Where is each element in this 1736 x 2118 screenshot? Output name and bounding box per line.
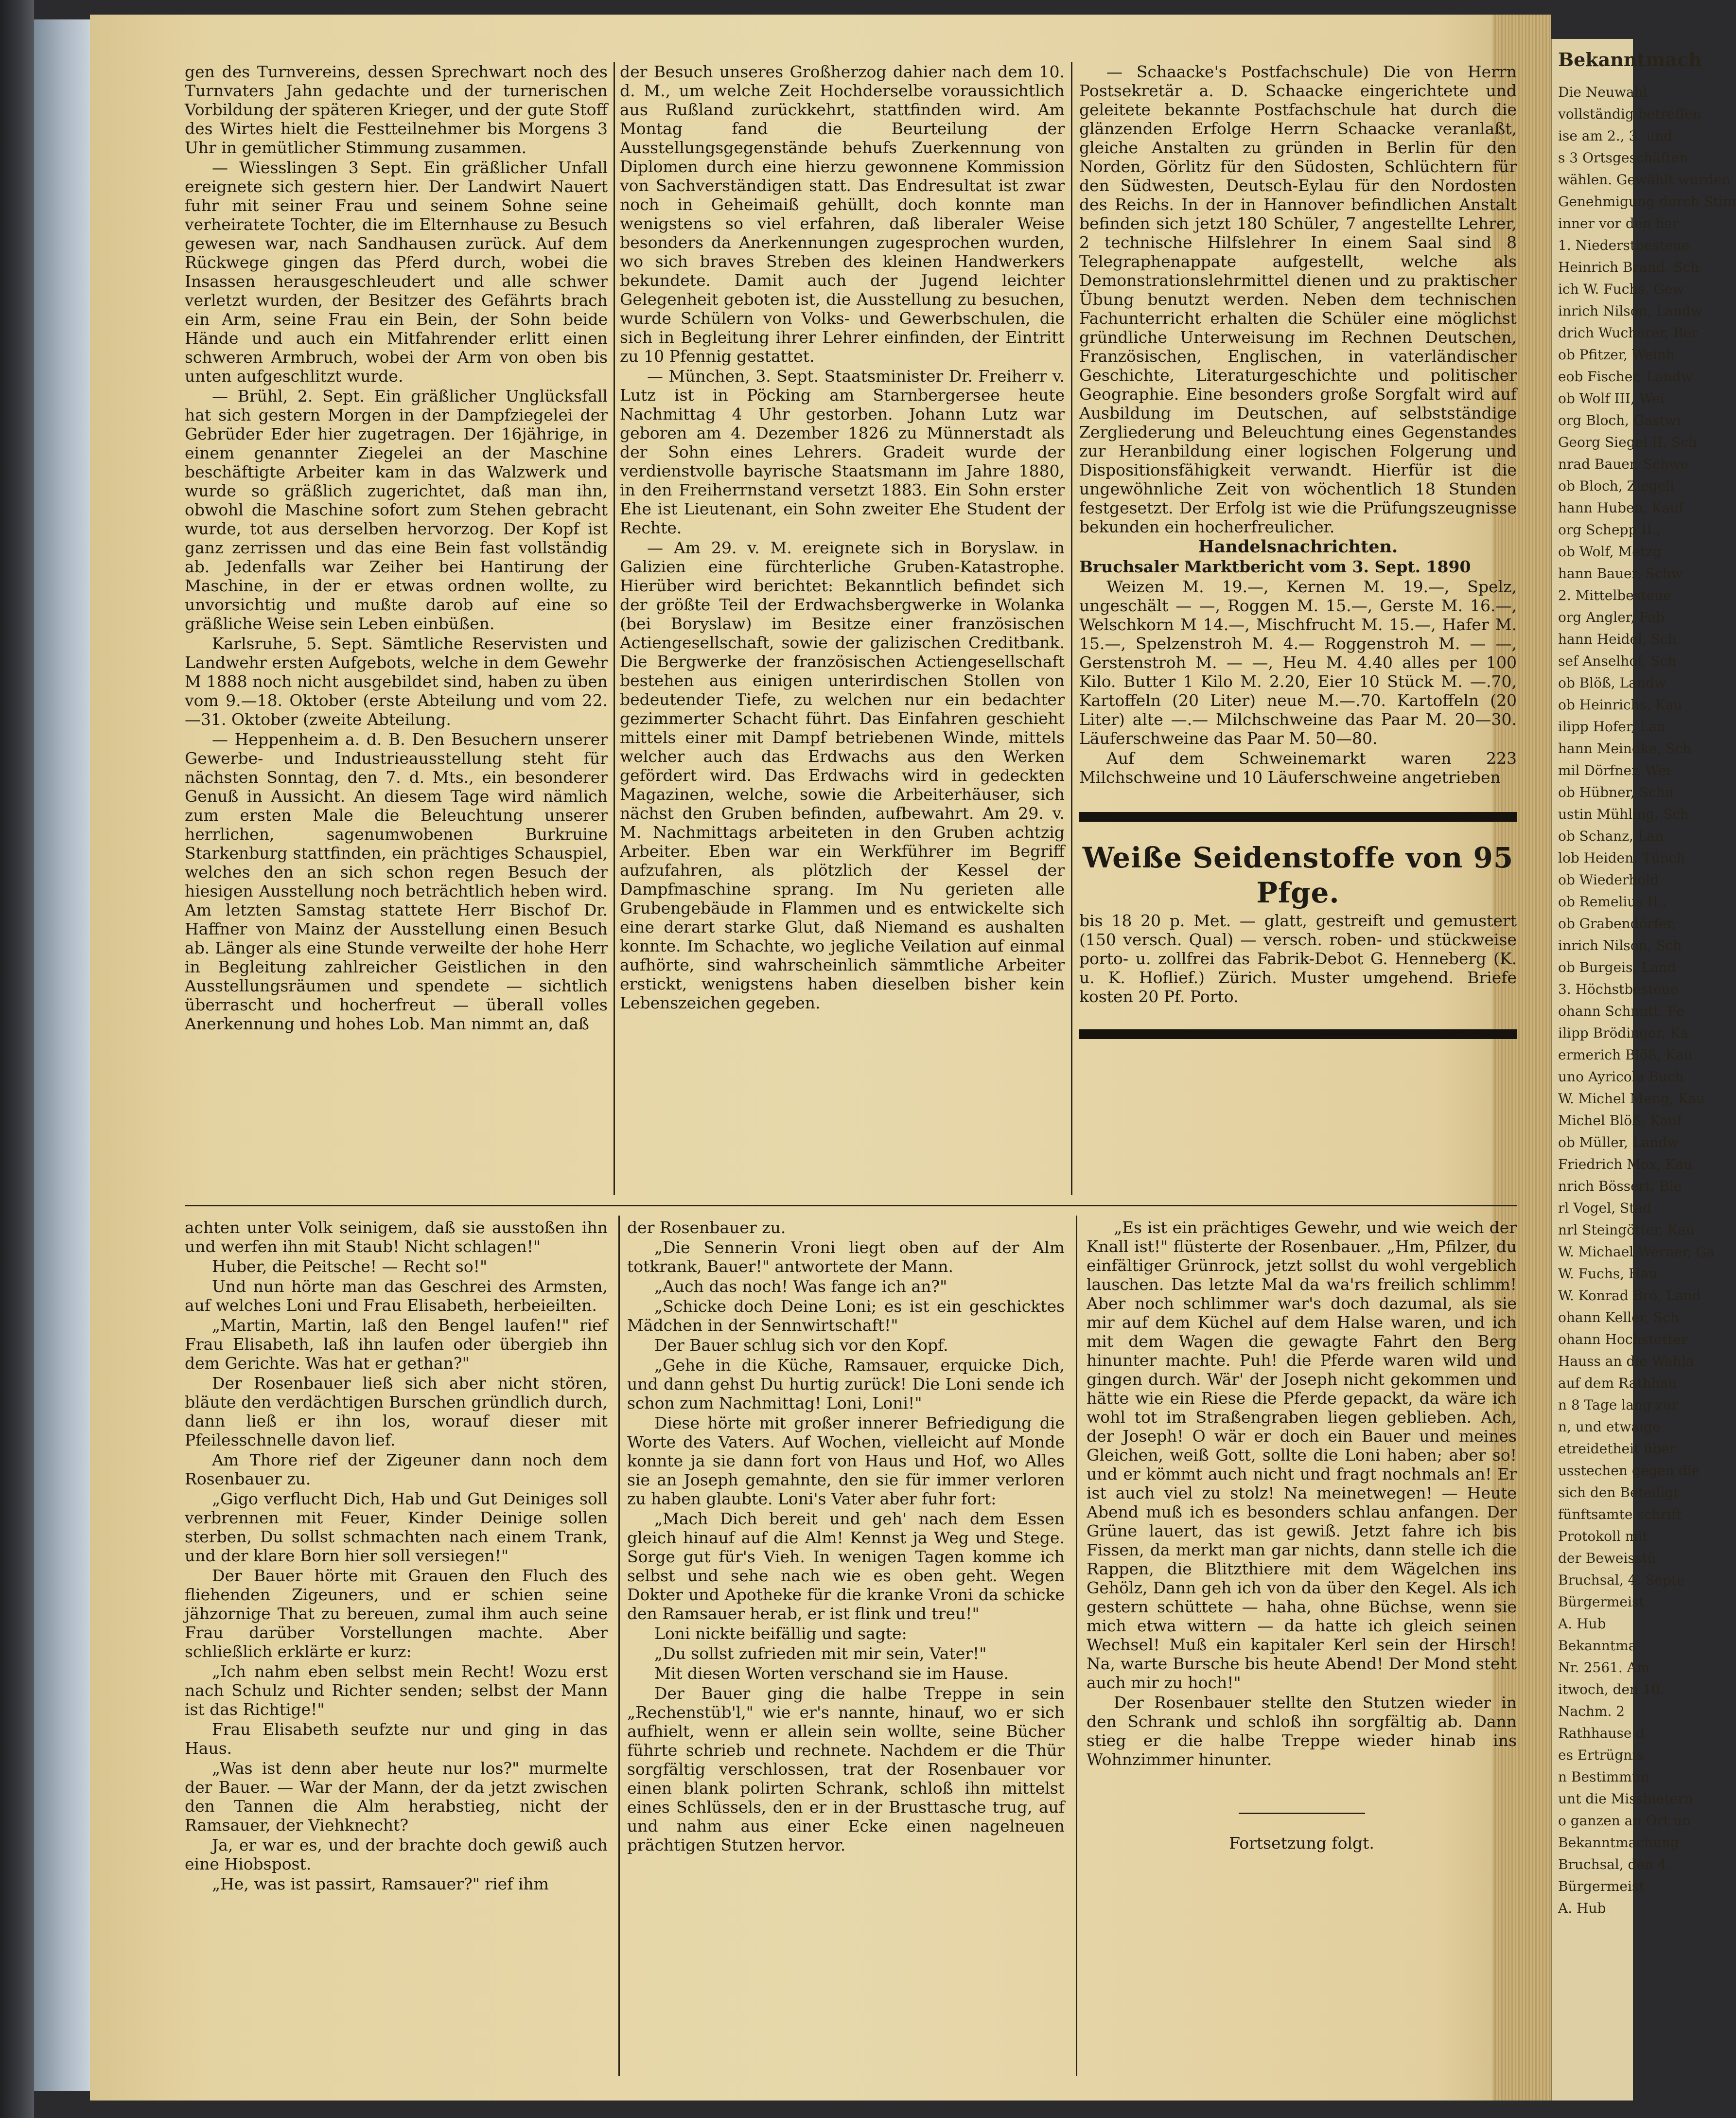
column-rule	[1076, 1216, 1077, 2076]
adjacent-page-line: ob Müller, Landw	[1558, 1134, 1679, 1150]
adjacent-page-line: ob Heinrichs, Kau	[1558, 697, 1683, 713]
adjacent-page-line: 2. Mittelbesteue	[1558, 587, 1671, 603]
adjacent-page-line: ise am 2., 3. und	[1558, 128, 1673, 144]
story-end-rule	[1239, 1813, 1365, 1814]
adjacent-page-line: lob Heiden, Tünch	[1558, 850, 1685, 866]
story-paragraph: „Es ist ein prächtiges Gewehr, und wie weich der Knall ist!" flüsterte der Rosenbauer. „Hm, Pfilzer, du einfältiger Grünrock, jetzt sollst du wohl vergeblich lauschen. Das letzte Mal da wa'rs freilich schlimm! Aber noch schlimmer war's doch dazumal, als sie mir auf dem Küchel auf dem Halse waren, und ich mit dem Wagen die gewagte Fahrt den Berg hinunter machte. Puh! die Pferde waren wild und gingen durch. Wär' der Joseph nicht gekommen und hätte wie ein Riese die Pferde gepackt, da wäre ich wohl tot im Straßengraben liegen geblieben. Ach, der Joseph! O wär er doch ein Bauer und meines Gleichen, weiß Gott, sollte die Loni haben; aber so! und er kömmt auch nicht und fragt nochmals an! Er ist auch viel zu stolz! Na meinetwegen! — Heute Abend muß ich es besonders schlau anfangen. Der Grüne lauert, das ist gewiß. Jetzt fahre ich bis Fissen, da merkt man gar nichts, dann stelle ich die Rappen, die Blitzthiere mit dem Wägelchen ins Gehölz, Dann geh ich von da über den Kegel. Als ich gestern schüttete — haha, ohne Büchse, wenn sie mich etwa wittern — da hatte ich gleich seinen Wechsel! Muß ein kapitaler Kerl sein der Hirsch! Na, warte Bursche bis heute Abend! Der Mond steht auch mir zu hoch!"	[1087, 1218, 1517, 1692]
story-paragraph: „Gehe in die Küche, Ramsauer, erquicke Dich, und dann gehst Du hurtig zurück! Die Loni sende ich schon zum Nachmittag! Loni, Loni!"	[627, 1356, 1065, 1412]
story-paragraph: Frau Elisabeth seufzte nur und ging in das Haus.	[185, 1720, 608, 1758]
adjacent-page-line: A. Hub	[1558, 1900, 1606, 1916]
ad-border-top	[1079, 812, 1517, 822]
story-paragraph: Huber, die Peitsche! — Recht so!"	[212, 1257, 488, 1276]
adjacent-page-line: org Bloch, Gastwi	[1558, 412, 1681, 428]
adjacent-page-line: nrich Bössert, Bie	[1558, 1178, 1682, 1194]
story-paragraph: Diese hörte mit großer innerer Befriedigung die Worte des Vaters. Auf Wochen, vielleicht auf Monde konnte ja sie dann fort von Haus und Hof, wo Alles sie an Joseph gemahnte, den sie für immer verloren zu haben glaubte. Loni's Vater aber fuhr fort:	[627, 1413, 1065, 1508]
story-paragraph: „Auch das noch! Was fange ich an?"	[654, 1277, 947, 1296]
adjacent-page-line: ob Burgeis, Land	[1558, 959, 1676, 975]
adjacent-page-line: hann Bauer, Schw	[1558, 565, 1683, 582]
adjacent-page-line: es Ertrügnis	[1558, 1747, 1644, 1763]
column-rule	[618, 1216, 620, 2076]
adjacent-page-heading: Bekanntmach	[1558, 49, 1702, 71]
adjacent-page-line: org Schepp II.,	[1558, 522, 1661, 538]
adjacent-page-line: W. Konrad Brö, Land	[1558, 1288, 1701, 1304]
adjacent-page-line: sich den Beteiligt	[1558, 1484, 1679, 1500]
adjacent-page-line: nrl Steingötter, Kau	[1558, 1222, 1695, 1238]
story-paragraph: Ja, er war es, und der brachte doch gewiß auch eine Hiobspost.	[185, 1836, 608, 1873]
column-rule	[1071, 62, 1072, 1195]
ad-border-bottom	[1079, 1029, 1517, 1039]
adjacent-page-line: inner vor den her	[1558, 215, 1679, 231]
adjacent-page-line: Heinrich Brand, Sch	[1558, 259, 1700, 275]
adjacent-page-line: Hauss an die Wahla	[1558, 1353, 1694, 1369]
adjacent-page-line: Michel Blöß, Kauf	[1558, 1112, 1682, 1129]
adjacent-page-line: ob Pfitzer, Weinh	[1558, 347, 1675, 363]
story-paragraph: Und nun hörte man das Geschrei des Armsten, auf welches Loni und Frau Elisabeth, herbeieilten.	[185, 1277, 608, 1315]
story-paragraph: Am Thore rief der Zigeuner dann noch dem Rosenbauer zu.	[185, 1450, 608, 1488]
adjacent-page-line: ilipp Hofer, Lan	[1558, 719, 1666, 735]
adjacent-page-line: Bekanntma	[1558, 1638, 1637, 1654]
adjacent-page-line: drich Wucherer, Ber	[1558, 325, 1698, 341]
article-paragraph: — Am 29. v. M. ereignete sich in Boryslaw. in Galizien eine fürchterliche Gruben-Katastrophe. Hierüber wird berichtet: Bekanntlich befindet sich der größte Teil der Erdwachsbergwerke in Wolanka (bei Boryslaw) im Besitze einer französischen Actiengesellschaft, sowie der galizischen Creditbank. Die Bergwerke der französischen Actiengesellschaft bestehen aus einigen unterirdischen Stollen von bedeutender Tiefe, zu welchen nur ein bedachter gezimmerter Schacht führt. Das Einfahren geschieht mittels einer mit Dampf betriebenen Winde, mittels welcher auch das Erdwachs aus den Werken gefördert wird. Das Erdwachs wird in gedeckten Magazinen, welche, sowie die Arbeiterhäuser, sich nächst den Gruben befinden, aufbewahrt. Am 29. v. M. Nachmittags arbeiteten in den Gruben achtzig Arbeiter. Eben war ein Werkführer im Begriff aufzufahren, als plötzlich der Kessel der Dampfmaschine sprang. Im Nu gerieten alle Grubengebäude in Flammen und es entwickelte sich eine derart starke Glut, daß Niemand es aushalten konnte. Im Schachte, wo jegliche Veilation auf einmal aufhörte, sind wahrscheinlich sämmtliche Arbeiter erstickt, wenigstens haben dieselben bisher kein Lebenszeichen gegeben.	[620, 538, 1065, 1012]
adjacent-page-line: Rathhause d	[1558, 1725, 1645, 1741]
story-paragraph: „He, was ist passirt, Ramsauer?" rief ihm	[212, 1874, 549, 1893]
adjacent-page-line: ohann Hochstetter	[1558, 1331, 1688, 1347]
story-paragraph: Der Bauer ging die halbe Treppe in sein „Rechenstüb'l," wie er's nannte, hinauf, wo er sich aufhielt, wenn er allein sein wollte, seine Bücher führte schrieb und rechnete. Nachdem er die Thür sorgfältig verschlossen, trat der Rosenbauer vor einen blank polirten Schrank, schloß ihn mittelst eines Schlüssels, den er in der Brusttasche trug, auf und nahm aus einer Ecke einen nagelneuen prächtigen Stutzen hervor.	[627, 1684, 1065, 1854]
adjacent-page-line: eob Fischer, Landw	[1558, 369, 1693, 385]
adjacent-page-line: inrich Nilson, Landw	[1558, 303, 1702, 319]
adjacent-page	[1551, 39, 1736, 2100]
story-paragraph: „Was ist denn aber heute nur los?" murmelte der Bauer. — War der Mann, der da jetzt zwischen den Tannen die Alm herabstieg, nicht der Ramsauer, der Viehknecht?	[185, 1759, 608, 1835]
adjacent-page-line: Bekanntmachung	[1558, 1835, 1680, 1851]
adjacent-page-line: ermerich Blöß, Kau	[1558, 1047, 1693, 1063]
adjacent-page-line: ob Bloch, Ziegeli	[1558, 478, 1674, 494]
column-rule	[614, 62, 615, 1195]
adjacent-page-line: o ganzen an Ort un	[1558, 1813, 1691, 1829]
story-column-2	[627, 1218, 1065, 2074]
adjacent-page-line: ilipp Brödinger, Ka	[1558, 1025, 1688, 1041]
article-paragraph: — Heppenheim a. d. B. Den Besuchern unserer Gewerbe- und Industrieausstellung steht für nächsten Sonntag, den 7. d. Mts., ein besonderer Genuß in Aussicht. An diesem Tage wird nämlich zum ersten Male die Beleuchtung unserer herrlichen, sagenumwobenen Burkruine Starkenburg stattfinden, ein prächtiges Schauspiel, welches den an sich schon regen Besuch der hiesigen Ausstellung noch beträchtlich heben wird. Am letzten Samstag stattete Herr Bischof Dr. Haffner von Mainz der Ausstellung einen Besuch ab. Länger als eine Stunde verweilte der hohe Herr in Begleitung zahlreicher Geistlichen in den Ausstellungsräumen und spendete — sichtlich überrascht und hocherfreut — überall volles Anerkennung und hohes Lob. Man nimmt an, daß	[185, 730, 608, 1033]
news-column-1	[185, 62, 608, 1190]
adjacent-page-line: Genehmigung durch Stim	[1558, 194, 1736, 210]
continued-notice: Fortsetzung folgt.	[1229, 1834, 1374, 1853]
story-paragraph: Mit diesen Worten verschand sie im Hause.	[654, 1664, 1009, 1683]
article-paragraph: — Wiesslingen 3 Sept. Ein gräßlicher Unfall ereignete sich gestern hier. Der Landwirt Nauert fuhr mit seiner Frau und seinem Sohne seine verheiratete Tochter, die im Elternhause zu Besuch gewesen war, nach Sandhausen zurück. Auf dem Rückwege gingen das Pferd durch, wobei die Insassen herausgeschleudert und alle schwer verletzt wurden, der Besitzer des Gefährts brach ein Arm, seine Frau ein Bein, der Sohn beide Hände und auch ein Mitfahrender erlitt einen schweren Armbruch, wobei der Arm von oben bis unten aufgeschlitzt wurde.	[185, 158, 608, 386]
adjacent-page-line: hann Meindke, Sch	[1558, 741, 1692, 757]
story-paragraph: Der Rosenbauer stellte den Stutzen wieder in den Schrank und schloß ihn sorgfältig ab. Dann stieg er die halbe Treppe wieder hinab ins Wohnzimmer hinunter.	[1087, 1693, 1517, 1769]
adjacent-page-line: inrich Nilson, Sch	[1558, 937, 1682, 953]
adjacent-page-line: usstechen gegen die	[1558, 1463, 1700, 1479]
adjacent-page-line: wählen. Gewählt wurden	[1558, 172, 1731, 188]
adjacent-page-line: A. Hub	[1558, 1616, 1606, 1632]
story-paragraph: Loni nickte beifällig und sagte:	[654, 1624, 907, 1643]
story-paragraph: Der Bauer hörte mit Grauen den Fluch des fliehenden Zigeuners, und er schien seine jähzornige That zu bereuen, zumal ihm auch seine Frau darüber Vorstellungen machte. Aber schließlich erklärte er kurz:	[185, 1566, 608, 1661]
adjacent-page-line: 3. Höchstbesteue	[1558, 981, 1679, 997]
story-column-1	[185, 1218, 608, 2074]
adjacent-page-line: W. Fuchs, Hau	[1558, 1266, 1658, 1282]
adjacent-page-line: Bürgermeist	[1558, 1878, 1645, 1894]
ad-body: bis 18 20 p. Met. — glatt, gestreift und gemustert (150 versch. Qual) — versch. roben- und stückweise porto- u. zollfrei das Fabrik-Debot G. Henneberg (K. u. K. Hoflief.) Zürich. Muster umgehend. Briefe kosten 20 Pf. Porto.	[1079, 911, 1517, 1006]
article-paragraph: — Schaacke's Postfachschule) Die von Herrn Postsekretär a. D. Schaacke eingerichtete und geleitete bekannte Postfachschule hat durch die glänzenden Erfolge Herrn Schaacke veranlaßt, gleiche Anstalten zu gründen in Berlin für den Norden, Görlitz für den Südosten, Schlüchtern für den Südwesten, Deutsch-Eylau für den Nordosten des Reichs. In der in Hannover befindlichen Anstalt befinden sich jetzt 180 Schüler, 7 angestellte Lehrer, 2 technische Hilfslehrer In einem Saal sind 8 Telegraphenappate aufgestellt, welche als Demonstrationslehrmittel dienen und zu praktischer Übung benutzt werden. Neben dem technischen Fachunterricht erhalten die Schüler eine möglichst gründliche Unterweisung im Rechnen Deutschen, Französischen, Englischen, in vaterländischer Geschichte, Literaturgeschichte und politischer Geographie. Eine besonders große Sorgfalt wird auf Ausbildung im Deutschen, auf selbstständige Zergliederung und Beleuchtung eines Gegenstandes zur Heranbildung einer logischen Folgerung und Dispositionsfähigkeit verwandt. Hierfür ist die ungewöhnliche Zeit von wöchentlich 18 Stunden festgesetzt. Der Erfolg ist wie die Prüfungszeugnisse bekunden ein hocherfreulicher.	[1079, 62, 1517, 536]
section-divider	[185, 1205, 1517, 1206]
ad-headline: Weiße Seidenstoffe von 95 Pfge.	[1082, 841, 1514, 909]
adjacent-page-line: rl Vogel, Stad	[1558, 1200, 1652, 1216]
story-paragraph: „Ich nahm eben selbst mein Recht! Wozu erst nach Schulz und Richter senden; selbst der Mann ist das Richtige!"	[185, 1662, 608, 1719]
adjacent-page-line: org Angler, Fab	[1558, 609, 1665, 625]
adjacent-page-line: ob Wiederhold	[1558, 872, 1659, 888]
adjacent-page-line: ob Schanz, Lan	[1558, 828, 1664, 844]
adjacent-page-line: ich W. Fuchs, Gew	[1558, 281, 1684, 297]
adjacent-page-line: Nr. 2561. Am	[1558, 1659, 1650, 1676]
adjacent-page-line: hann Huben, Kauf	[1558, 500, 1684, 516]
adjacent-page-line: ob Remelius II.,	[1558, 894, 1667, 910]
article-paragraph: Karlsruhe, 5. Sept. Sämtliche Reservisten und Landwehr ersten Aufgebots, welche in dem Gewehr M 1888 noch nicht ausgebildet sind, haben zu üben vom 9.—18. Oktober (erste Abteilung und vom 22.—31. Oktober (zweite Abteilung.	[185, 634, 608, 729]
adjacent-page-line: Die Neuwahl	[1558, 84, 1648, 100]
adjacent-page-line: vollständig betreffen	[1558, 106, 1701, 122]
adjacent-page-line: Georg Siegel II, Sch	[1558, 434, 1697, 450]
adjacent-page-line: ohann Keller, Sch	[1558, 1309, 1679, 1325]
article-paragraph: — München, 3. Sept. Staatsminister Dr. Freiherr v. Lutz ist in Pöcking am Starnbergersee heute Nachmittag 4 Uhr gestorben. Johann Lutz war geboren am 4. Dezember 1826 zu Münnerstadt als der Sohn eines Lehrers. Gradeit wurde der verdienstvolle bayrische Staatsmann im Jahre 1880, in den Freiherrnstand versetzt 1883. Ein Sohn erster Ehe ist Lieutenant, ein Sohn zweiter Ehe Student der Rechte.	[620, 367, 1065, 537]
adjacent-page-line: n 8 Tage lang zur	[1558, 1397, 1678, 1413]
adjacent-page-line: uno Ayricola Buch	[1558, 1069, 1684, 1085]
adjacent-page-line: ustin Mühling, Sch	[1558, 806, 1689, 822]
book-cover-edge	[34, 19, 90, 2091]
adjacent-page-line: ob Wolf, Metzg	[1558, 544, 1662, 560]
adjacent-page-line: 1. Niederstbesteue	[1558, 237, 1690, 253]
adjacent-page-line: Bruchsal, den 4.	[1558, 1856, 1671, 1872]
adjacent-page-line: s 3 Ortsgeschäften	[1558, 150, 1688, 166]
story-paragraph: der Rosenbauer zu.	[627, 1218, 786, 1237]
article-paragraph: — Brühl, 2. Sept. Ein gräßlicher Unglücksfall hat sich gestern Morgen in der Dampfziegelei der Gebrüder Eder hier zugetragen. Der 16jährige, in einem genannter Ziegelei an der Maschine beschäftigte Arbeiter kam in das Walzwerk und wurde so gräßlich zugerichtet, daß man ihn, obwohl die Maschine sofort zum Stehen gebracht wurde, tot aus derselben hervorzog. Der Kopf ist ganz zerrissen und das eine Bein fast vollständig ab. Jedenfalls war Zeiher bei Hantirung der Maschine, in der er etwas ordnen wollte, zu unvorsichtig und mußte darob auf eine so gräßliche Weise sein Leben einbüßen.	[185, 387, 608, 633]
adjacent-page-line: auf dem Rathhau	[1558, 1375, 1677, 1391]
story-column-3	[1087, 1218, 1517, 2074]
adjacent-page-line: nrad Bauer, Schwe	[1558, 456, 1689, 472]
adjacent-page-line: fünftsamte schrift	[1558, 1506, 1682, 1522]
adjacent-page-line: der Beweisstü	[1558, 1550, 1656, 1566]
story-paragraph: „Mach Dich bereit und geh' nach dem Essen gleich hinauf auf die Alm! Kennst ja Weg und Stege. Sorge gut für's Vieh. In wenigen Tagen komme ich selbst und sehe nach wie es oben geht. Wegen Dokter und Apotheke für die kranke Vroni da schicke den Ramsauer herab, er ist flink und treu!"	[627, 1509, 1065, 1623]
adjacent-page-line: mil Dörfner, Wei	[1558, 762, 1671, 778]
market-report-title: Bruchsaler Marktbericht vom 3. Sept. 1890	[1079, 557, 1471, 576]
story-paragraph: „Gigo verflucht Dich, Hab und Gut Deiniges soll verbrennen mit Feuer, Kinder Deinige sollen sterben, Du sollst schmachten nach einem Trank, und der klare Born hier soll versiegen!"	[185, 1489, 608, 1565]
adjacent-page-line: W. Michael Werner, Ga	[1558, 1244, 1715, 1260]
adjacent-page-line: etreidetheit über	[1558, 1441, 1676, 1457]
adjacent-page-line: Nachm. 2	[1558, 1703, 1625, 1719]
story-paragraph: „Schicke doch Deine Loni; es ist ein geschicktes Mädchen in der Sennwirtschaft!"	[627, 1297, 1065, 1335]
story-paragraph: Der Bauer schlug sich vor den Kopf.	[654, 1336, 948, 1355]
market-report-body: Weizen M. 19.—, Kernen M. 19.—, Spelz, ungeschält — —, Roggen M. 15.—, Gerste M. 16.—, Welschkorn M 14.—, Mischfrucht M. 15.—, Hafer M. 15.—, Spelzenstroh M. 4.— Roggenstroh M. — —, Gerstenstroh M. — —, Heu M. 4.40 alles per 100 Kilo. Butter 1 Kilo M. 2.20, Eier 10 Stück M. —.70, Kartoffeln (20 Liter) neue M.—.70. Kartoffeln (20 Liter) alte —.— Milchschweine das Paar M. 20—30. Läuferschweine das Paar M. 50—80.	[1079, 577, 1517, 748]
section-heading: Handelsnachrichten.	[1198, 537, 1398, 557]
news-column-2	[620, 62, 1065, 1190]
story-paragraph: Der Rosenbauer ließ sich aber nicht stören, bläute den verdächtigen Burschen gründlich durch, dann ließ er ihn los, worauf dieser mit Pfeilesschnelle davon lief.	[185, 1374, 608, 1449]
adjacent-page-line: Protokoll mit	[1558, 1528, 1648, 1544]
adjacent-page-line: itwoch, den 10.	[1558, 1681, 1665, 1697]
adjacent-page-line: hann Heidel, Sch	[1558, 631, 1677, 647]
adjacent-page-line: W. Michel Meng, Kau	[1558, 1091, 1705, 1107]
adjacent-page-line: Friedrich Mox, Kau	[1558, 1156, 1692, 1172]
adjacent-page-text	[1558, 49, 1736, 1919]
adjacent-page-line: ob Wolf III, Wei	[1558, 390, 1665, 406]
market-report-body: Auf dem Schweinemarkt waren 223 Milchschweine und 10 Läuferschweine angetrieben	[1079, 749, 1517, 787]
adjacent-page-line: n, und etwaige	[1558, 1419, 1661, 1435]
news-column-3	[1079, 62, 1517, 1190]
story-paragraph: achten unter Volk seinigem, daß sie ausstoßen ihn und werfen ihn mit Staub! Nicht schlagen!"	[185, 1218, 608, 1256]
article-paragraph: gen des Turnvereins, dessen Sprechwart noch des Turnvaters Jahn gedachte und der turnerischen Vorbildung der späteren Krieger, und der gute Stoff des Wirtes hielt die Festteilnehmer bis Morgens 3 Uhr in gemütlicher Stimmung zusammen.	[185, 62, 608, 157]
adjacent-page-line: ob Grabendörfer,	[1558, 916, 1676, 932]
adjacent-page-line: ohann Schmitt, Fe	[1558, 1003, 1684, 1019]
story-paragraph: „Die Sennerin Vroni liegt oben auf der Alm totkrank, Bauer!" antwortete der Mann.	[627, 1238, 1065, 1276]
story-paragraph: „Du sollst zufrieden mit mir sein, Vater!"	[654, 1644, 987, 1663]
adjacent-page-line: Bürgermeist	[1558, 1594, 1645, 1610]
book-binding	[0, 0, 34, 2118]
adjacent-page-line: sef Anselhof, Sch	[1558, 653, 1677, 669]
article-paragraph: der Besuch unseres Großherzog dahier nach dem 10. d. M., um welche Zeit Hochderselbe voraussichtlich aus Rußland zurückkehrt, stattfinden wird. Am Montag fand die Beurteilung der Ausstellungsgegenstände behufs Zuerkennung von Diplomen durch eine hierzu gewonnene Kommission von Sachverständigen statt. Das Endresultat ist zwar noch in Geheimaiß gehüllt, doch konnte man wenigstens so viel erfahren, daß liberaler Weise besonders da Anerkennungen zugesprochen wurden, wo sich braves Streben des kleinen Handwerkers bekundete. Damit auch der Jugend leichter Gelegenheit geboten ist, die Ausstellung zu besuchen, wurde Schülern von Volks- und Gewerbschulen, die sich in Begleitung ihrer Lehrer einfinden, der Eintritt zu 10 Pfennig gestattet.	[620, 62, 1065, 366]
adjacent-page-line: n Bestimmun	[1558, 1769, 1649, 1785]
adjacent-page-line: unt die Missbietern	[1558, 1791, 1693, 1807]
adjacent-page-line: ob Blöß, Landw	[1558, 675, 1666, 691]
adjacent-page-line: Bruchsal, 4. Septe	[1558, 1572, 1685, 1588]
adjacent-page-line: ob Hübner, Schn	[1558, 784, 1674, 800]
story-paragraph: „Martin, Martin, laß den Bengel laufen!" rief Frau Elisabeth, laß ihn laufen oder übergieb ihn dem Gerichte. Was hat er gethan?"	[185, 1316, 608, 1373]
